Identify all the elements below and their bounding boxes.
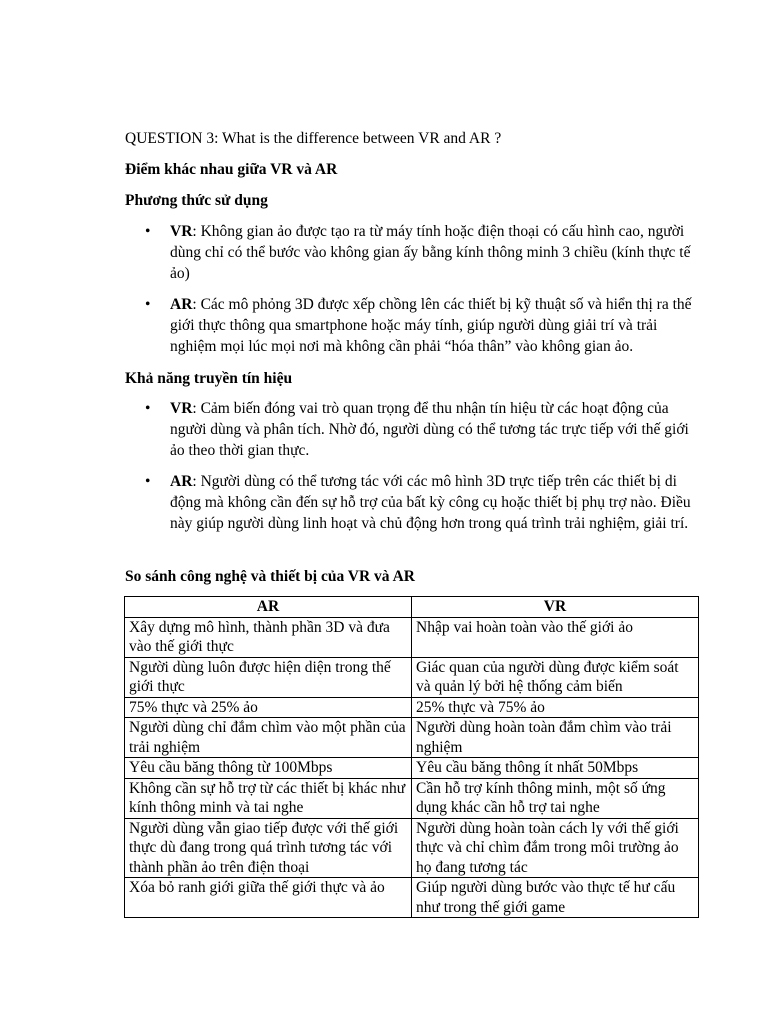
bullet-usage-ar	[145, 294, 700, 357]
table-row	[125, 657, 699, 697]
bullet-dot: •	[145, 223, 151, 240]
table-row	[125, 818, 699, 878]
bullet-dot: •	[145, 473, 151, 490]
bullet-signal-ar	[145, 471, 700, 534]
table-row	[125, 778, 699, 818]
bullet-term: VR	[170, 400, 193, 417]
bullet-text	[170, 221, 700, 284]
section-compare-heading: So sánh công nghệ và thiết bị của VR và AR	[125, 568, 415, 585]
table-row	[125, 878, 699, 918]
column-header-vr: VR	[412, 597, 699, 618]
table-cell-ar: Người dùng vẫn giao tiếp được với thế giới thực dù đang trong quá trình tương tác với thành phần ảo trên điện thoại	[125, 818, 412, 878]
bullet-text	[170, 398, 700, 461]
table-header-row	[125, 597, 699, 618]
table-cell-vr: Nhập vai hoàn toàn vào thế giới ảo	[412, 617, 699, 657]
bullet-body: : Các mô phỏng 3D được xếp chồng lên các thiết bị kỹ thuật số và hiển thị ra thế giới thực thông qua smartphone hoặc máy tính, giúp người dùng giải trí và trải nghiệm mọi lúc mọi nơi mà không cần phải “hóa thân” vào không gian ảo.	[170, 296, 692, 355]
bullet-signal-vr	[145, 398, 700, 461]
table-row	[125, 718, 699, 758]
bullet-text	[170, 294, 700, 357]
table-cell-ar: Yêu cầu băng thông từ 100Mbps	[125, 758, 412, 779]
bullet-dot: •	[145, 296, 151, 313]
bullet-text	[170, 471, 700, 534]
question-line: QUESTION 3: What is the difference between VR and AR ?	[125, 130, 502, 147]
table-cell-vr: Giác quan của người dùng được kiểm soát và quản lý bởi hệ thống cảm biến	[412, 657, 699, 697]
bullet-term: AR	[170, 473, 193, 490]
bullet-body: : Cảm biến đóng vai trò quan trọng để thu nhận tín hiệu từ các hoạt động của người dùng và phân tích. Nhờ đó, người dùng có thể tương tác trực tiếp với thế giới ảo theo thời gian thực.	[170, 400, 689, 459]
section-signal-heading: Khả năng truyền tín hiệu	[125, 370, 293, 387]
table-cell-vr: Người dùng hoàn toàn cách ly với thế giới thực và chỉ chìm đắm trong môi trường ảo họ đang tương tác	[412, 818, 699, 878]
table-row	[125, 758, 699, 779]
table-cell-ar: Xây dựng mô hình, thành phần 3D và đưa vào thế giới thực	[125, 617, 412, 657]
table-cell-vr: Người dùng hoàn toàn đắm chìm vào trải nghiệm	[412, 718, 699, 758]
table-cell-ar: Không cần sự hỗ trợ từ các thiết bị khác như kính thông minh và tai nghe	[125, 778, 412, 818]
column-header-ar: AR	[125, 597, 412, 618]
main-heading: Điểm khác nhau giữa VR và AR	[125, 161, 338, 178]
bullet-body: : Không gian ảo được tạo ra từ máy tính hoặc điện thoại có cấu hình cao, người dùng chỉ có thể bước vào không gian ấy bằng kính thông minh 3 chiều (kính thực tế ảo)	[170, 223, 691, 282]
table-cell-ar: 75% thực và 25% ảo	[125, 697, 412, 718]
bullet-dot: •	[145, 400, 151, 417]
section-usage-heading: Phương thức sử dụng	[125, 192, 268, 209]
table-cell-ar: Người dùng chỉ đắm chìm vào một phần của trải nghiệm	[125, 718, 412, 758]
comparison-table	[124, 596, 699, 918]
table-row	[125, 697, 699, 718]
table-cell-ar: Người dùng luôn được hiện diện trong thế giới thực	[125, 657, 412, 697]
table-row	[125, 617, 699, 657]
bullet-body: : Người dùng có thể tương tác với các mô hình 3D trực tiếp trên các thiết bị di động mà không cần đến sự hỗ trợ của bất kỳ công cụ hoặc thiết bị phụ trợ nào. Điều này giúp người dùng linh hoạt và chủ động hơn trong quá trình trải nghiệm, giải trí.	[170, 473, 691, 532]
table-cell-vr: Cần hỗ trợ kính thông minh, một số ứng dụng khác cần hỗ trợ tai nghe	[412, 778, 699, 818]
table-cell-vr: Yêu cầu băng thông ít nhất 50Mbps	[412, 758, 699, 779]
bullet-usage-vr	[145, 221, 700, 284]
table-cell-ar: Xóa bỏ ranh giới giữa thế giới thực và ảo	[125, 878, 412, 918]
table-cell-vr: 25% thực và 75% ảo	[412, 697, 699, 718]
bullet-term: VR	[170, 223, 193, 240]
table-cell-vr: Giúp người dùng bước vào thực tế hư cấu như trong thế giới game	[412, 878, 699, 918]
bullet-term: AR	[170, 296, 193, 313]
